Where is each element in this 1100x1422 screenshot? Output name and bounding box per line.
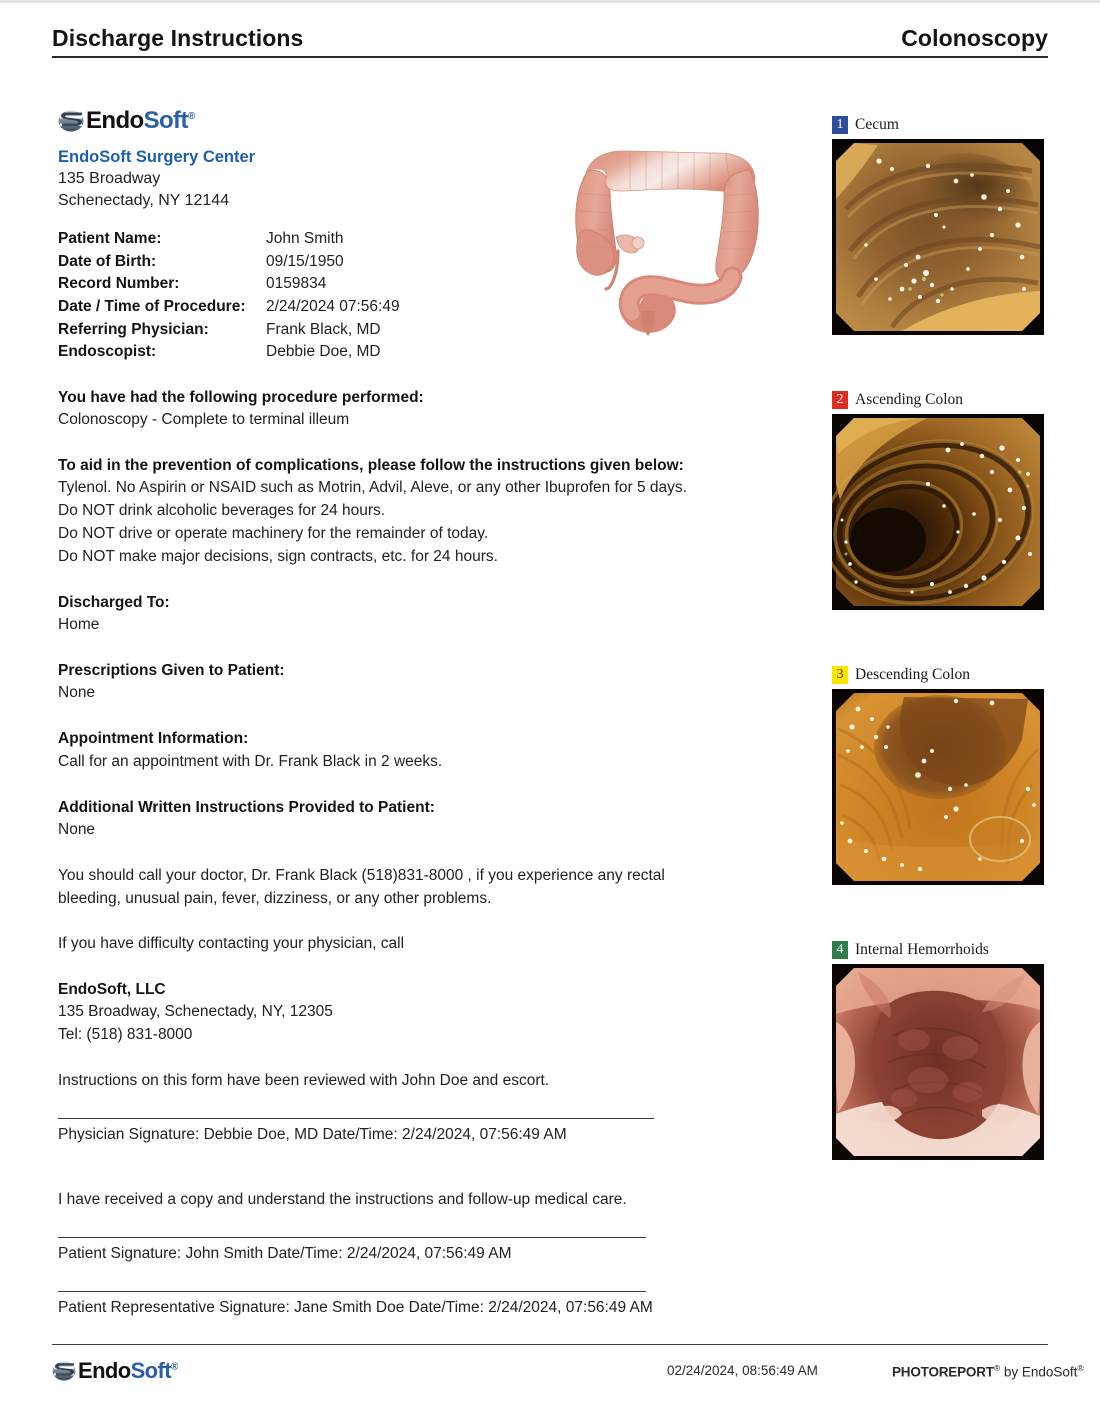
additional-instructions-heading: Additional Written Instructions Provided to Patient: <box>58 798 435 816</box>
company-name: EndoSoft, LLC <box>58 980 166 998</box>
page-title: Discharge Instructions <box>52 25 304 51</box>
facility-address-line-1: 135 Broadway <box>58 170 161 188</box>
additional-instructions-section <box>58 796 758 842</box>
company-contact-block <box>58 978 758 1047</box>
prevention-instructions-heading: To aid in the prevention of complications, please follow the instructions given below: <box>58 457 684 475</box>
demographic-value-procedure-datetime: 2/24/2024 07:56:49 <box>266 297 400 315</box>
discharged-to-text: Home <box>58 616 100 634</box>
demographic-label: Referring Physician: <box>58 320 209 338</box>
difficulty-contacting-paragraph: If you have difficulty contacting your physician, call <box>58 935 405 953</box>
procedure-performed-heading: You have had the following procedure performed: <box>58 388 424 406</box>
additional-instructions-text: None <box>58 820 96 838</box>
demographic-label: Patient Name: <box>58 230 162 248</box>
footer-timestamp: 02/24/2024, 08:56:49 AM <box>667 1363 818 1378</box>
page-top-border <box>0 0 1100 3</box>
demographic-label: Date / Time of Procedure: <box>58 297 246 315</box>
logo-registered-mark: ® <box>187 111 195 122</box>
endoscopic-image-panel <box>832 390 1044 610</box>
image-number-badge: 1 <box>832 116 848 134</box>
patient-representative-signature-block <box>58 1291 758 1319</box>
patient-signature-caption: Patient Signature: John Smith Date/Time: 2/24/2024, 07:56:49 AM <box>58 1244 512 1262</box>
demographic-row <box>58 341 758 364</box>
company-address: 135 Broadway, Schenectady, NY, 12305 <box>58 1002 333 1020</box>
facility-address-line-2: Schenectady, NY 12144 <box>58 192 230 210</box>
image-site-label: Ascending Colon <box>855 391 964 408</box>
physician-signature-block <box>58 1118 758 1146</box>
physician-signature-line[interactable] <box>58 1118 654 1119</box>
prescriptions-text: None <box>58 684 96 702</box>
call-doctor-paragraph: You should call your doctor, Dr. Frank Black (518)831-8000 , if you experience any rectal bleeding, unusual pain, fever, dizziness, or any other problems. <box>58 866 665 908</box>
prescriptions-heading: Prescriptions Given to Patient: <box>58 662 285 680</box>
demographic-label: Endoscopist: <box>58 343 157 361</box>
endoscopic-image-panel <box>832 665 1044 885</box>
footer-product-name: PHOTOREPORT <box>892 1364 994 1380</box>
image-site-label: Internal Hemorrhoids <box>855 941 989 958</box>
instruction-line: Tylenol. No Aspirin or NSAID such as Motrin, Advil, Aleve, or any other Ibuprofen for 5 days. <box>58 479 687 497</box>
demographic-value-record-number: 0159834 <box>266 275 327 293</box>
image-caption <box>832 390 1044 410</box>
logo-word-soft: Soft <box>143 107 188 134</box>
colon-anatomy-illustration <box>560 133 775 338</box>
endosoft-logo <box>58 108 195 134</box>
facility-name: EndoSoft Surgery Center <box>58 148 256 166</box>
reviewed-with-paragraph: Instructions on this form have been reviewed with John Doe and escort. <box>58 1071 550 1089</box>
image-caption <box>832 115 1044 135</box>
footer-product-registered-mark: ® <box>993 1363 1001 1373</box>
patient-representative-signature-caption: Patient Representative Signature: Jane Smith Doe Date/Time: 2/24/2024, 07:56:49 AM <box>58 1298 653 1316</box>
patient-signature-block <box>58 1237 758 1265</box>
footer-brand-by: by EndoSoft <box>1000 1364 1078 1380</box>
endosoft-logo-mark <box>58 110 84 132</box>
appointment-section <box>58 727 758 773</box>
image-site-label: Cecum <box>855 116 899 133</box>
image-number-badge: 3 <box>832 666 848 684</box>
discharged-to-section <box>58 591 758 637</box>
demographic-value-referring-physician: Frank Black, MD <box>266 320 381 338</box>
image-number-badge: 4 <box>832 941 848 959</box>
image-caption <box>832 665 1044 685</box>
image-caption <box>832 940 1044 960</box>
prescriptions-section <box>58 659 758 705</box>
page-footer <box>52 1358 1084 1384</box>
footer-logo-text <box>78 1360 178 1382</box>
prevention-instructions-section <box>58 454 758 569</box>
appointment-heading: Appointment Information: <box>58 730 249 748</box>
footer-logo-registered-mark: ® <box>170 1361 178 1373</box>
demographic-label: Record Number: <box>58 275 180 293</box>
procedure-type-title: Colonoscopy <box>901 25 1048 51</box>
footer-divider <box>52 1344 1048 1345</box>
instruction-line: Do NOT drive or operate machinery for the remainder of today. <box>58 525 489 543</box>
logo-word-endo: Endo <box>86 107 144 134</box>
endoscopic-image-ascending-colon <box>832 414 1044 610</box>
instruction-line: Do NOT drink alcoholic beverages for 24 hours. <box>58 502 386 520</box>
image-number-badge: 2 <box>832 391 848 409</box>
demographic-value-date-of-birth: 09/15/1950 <box>266 252 344 270</box>
endoscopic-images-column <box>832 115 1044 1160</box>
endoscopic-image-internal-hemorrhoids <box>832 964 1044 1160</box>
footer-logo-word-endo: Endo <box>78 1358 131 1383</box>
footer-logo-word-soft: Soft <box>130 1358 171 1383</box>
physician-signature-caption: Physician Signature: Debbie Doe, MD Date/Time: 2/24/2024, 07:56:49 AM <box>58 1125 567 1143</box>
endoscopic-image-descending-colon <box>832 689 1044 885</box>
procedure-performed-text: Colonoscopy - Complete to terminal illeum <box>58 411 350 429</box>
appointment-text: Call for an appointment with Dr. Frank Black in 2 weeks. <box>58 752 443 770</box>
footer-company-registered-mark: ® <box>1077 1363 1084 1373</box>
company-telephone: Tel: (518) 831-8000 <box>58 1025 193 1043</box>
instruction-line: Do NOT make major decisions, sign contracts, etc. for 24 hours. <box>58 548 498 566</box>
image-site-label: Descending Colon <box>855 666 970 683</box>
demographic-label: Date of Birth: <box>58 252 157 270</box>
demographic-value-endoscopist: Debbie Doe, MD <box>266 343 381 361</box>
footer-endosoft-logo <box>52 1358 178 1384</box>
acknowledgement-paragraph: I have received a copy and understand the instructions and follow-up medical care. <box>58 1190 627 1208</box>
footer-endosoft-logo-mark <box>52 1361 76 1381</box>
footer-product-brand <box>892 1363 1084 1380</box>
patient-representative-signature-line[interactable] <box>58 1291 646 1292</box>
demographic-value-patient-name: John Smith <box>266 230 344 248</box>
endoscopic-image-panel <box>832 115 1044 335</box>
endoscopic-image-cecum <box>832 139 1044 335</box>
procedure-performed-section <box>58 386 758 432</box>
endosoft-logo-text <box>86 109 195 133</box>
document-header <box>52 26 1048 58</box>
discharged-to-heading: Discharged To: <box>58 594 170 612</box>
patient-signature-line[interactable] <box>58 1237 646 1238</box>
endoscopic-image-panel <box>832 940 1044 1160</box>
